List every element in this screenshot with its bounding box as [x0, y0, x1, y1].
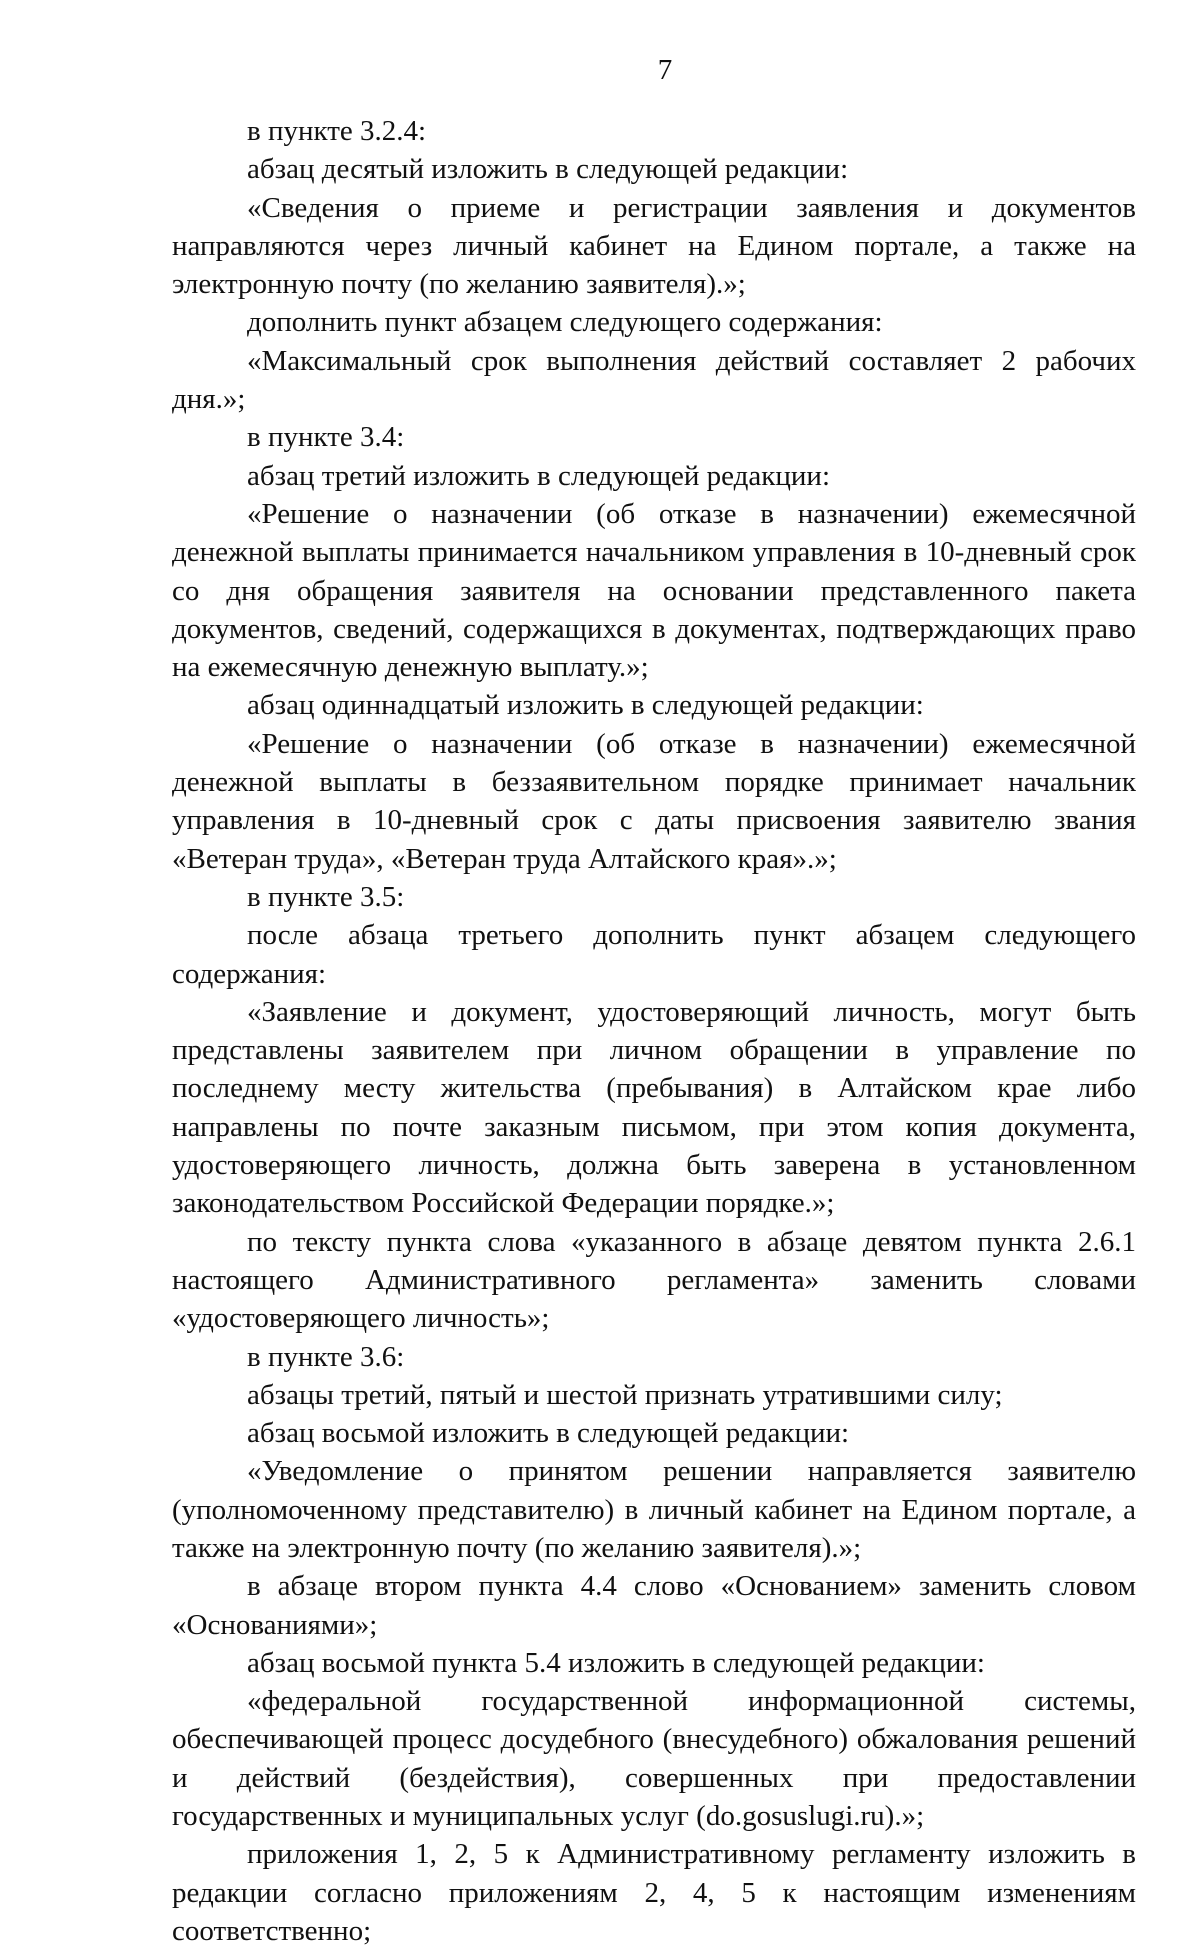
paragraph: «Заявление и документ, удостоверяющий личность, могут быть представлены заявителем при личном обращении в управление по последнему месту жительства (пребывания) в Алтайском крае либо направлены по почте заказным письмом, при этом копия документа, удостоверяющего личность, должна быть заверена в установленном законодательством Российской Федерации порядке.»; [172, 995, 1136, 1220]
document-body [172, 112, 1136, 1950]
paragraph: в пункте 3.2.4: [247, 115, 427, 147]
paragraph: в пункте 3.5: [247, 880, 405, 913]
paragraph: после абзаца третьего дополнить пункт абзацем следующего содержания: [172, 919, 1136, 990]
paragraph: дополнить пункт абзацем следующего содержания: [247, 306, 883, 339]
paragraph: «Решение о назначении (об отказе в назначении) ежемесячной денежной выплаты в беззаявительном порядке принимает начальник управления в 10-дневный срок с даты присвоения заявителю звания «Ветеран труда», «Ветеран труда Алтайского края».»; [172, 727, 1136, 875]
paragraph: по тексту пункта слова «указанного в абзаце девятом пункта 2.6.1 настоящего Административного регламента» заменить словами «удостоверяющего личность»; [172, 1225, 1136, 1335]
paragraph: абзац восьмой пункта 5.4 изложить в следующей редакции: [247, 1646, 985, 1679]
paragraph: «федеральной государственной информационной системы, обеспечивающей процесс досудебного (внесудебного) обжалования решений и действий (бездействия), совершенных при предоставлении государственных и муниципальных услуг (do.gosuslugi.ru).»; [172, 1685, 1136, 1833]
paragraph: в пункте 3.6: [247, 1340, 405, 1373]
paragraph: абзац восьмой изложить в следующей редакции: [247, 1417, 850, 1450]
paragraph: «Максимальный срок выполнения действий составляет 2 рабочих дня.»; [172, 344, 1136, 416]
paragraph: в пункте 3.4: [247, 421, 405, 454]
paragraph: «Сведения о приеме и регистрации заявления и документов направляются через личный кабинет на Едином портале, а также на электронную почту (по желанию заявителя).»; [172, 191, 1136, 301]
paragraph: приложения 1, 2, 5 к Административному регламенту изложить в редакции согласно приложениям 2, 4, 5 к настоящим изменениям соответственно; [172, 1838, 1136, 1947]
paragraph: абзац третий изложить в следующей редакции: [247, 459, 831, 492]
paragraph: «Решение о назначении (об отказе в назначении) ежемесячной денежной выплаты принимается начальником управления в 10-дневный срок со дня обращения заявителя на основании представленного пакета документов, сведений, содержащихся в документах, подтверждающих право на ежемесячную денежную выплату.»; [172, 497, 1136, 684]
paragraph: абзац десятый изложить в следующей редакции: [247, 153, 849, 186]
paragraph: абзац одиннадцатый изложить в следующей редакции: [247, 689, 924, 722]
paragraph: в абзаце втором пункта 4.4 слово «Основанием» заменить словом «Основаниями»; [172, 1570, 1136, 1641]
paragraph: абзацы третий, пятый и шестой признать утратившими силу; [247, 1378, 1003, 1411]
paragraph: «Уведомление о принятом решении направляется заявителю (уполномоченному представителю) в личный кабинет на Едином портале, а также на электронную почту (по желанию заявителя).»; [172, 1455, 1136, 1564]
page-number: 7 [657, 54, 673, 86]
